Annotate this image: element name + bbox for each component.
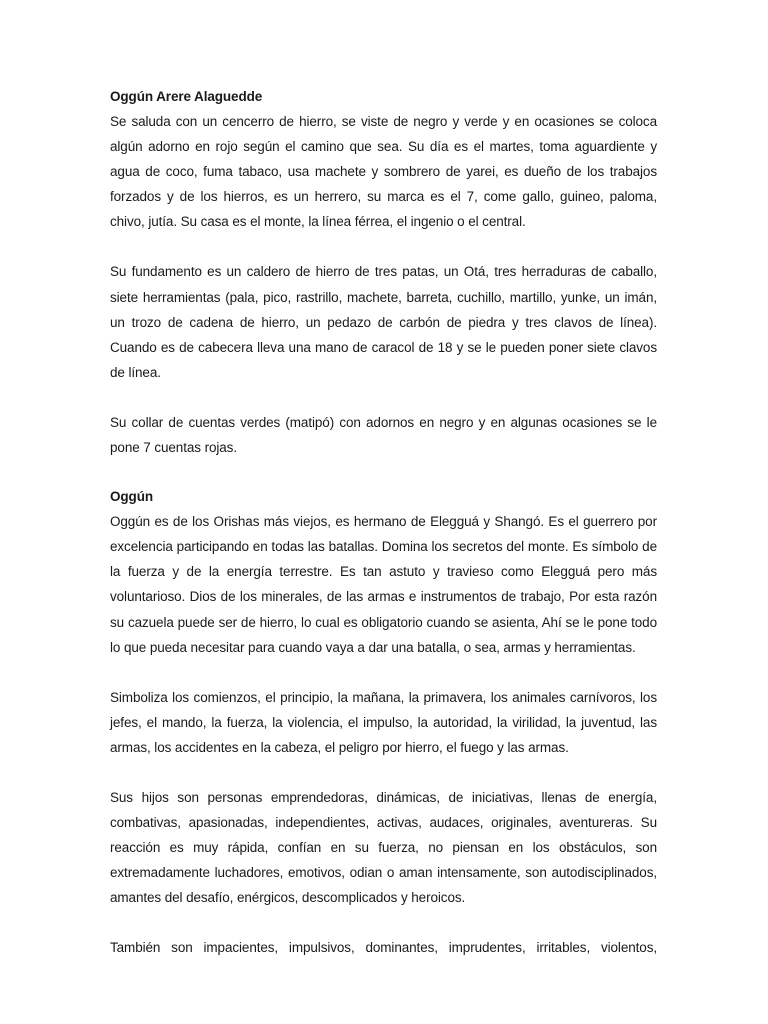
paragraph: Oggún es de los Orishas más viejos, es hermano de Elegguá y Shangó. Es el guerrero por excelencia participando en todas las batallas. Domina los secretos del monte. Es símbolo de la fuerza y de la energía terrestre. Es tan astuto y travieso como Elegguá pero más voluntarioso. Dios de los minerales, de las armas e instrumentos de trabajo, Por esta razón su cazuela puede ser de hierro, lo cual es obligatorio cuando se asienta, Ahí se le pone todo lo que pueda necesitar para cuando vaya a dar una batalla, o sea, armas y herramientas. [110,514,657,655]
document-page [110,84,657,961]
paragraph-spacer [110,910,657,935]
paragraph-spacer [110,385,657,410]
paragraph: Su collar de cuentas verdes (matipó) con adornos en negro y en algunas ocasiones se le pone 7 cuentas rojas. [110,414,657,456]
section-title-oggun: Oggún [110,489,153,505]
section-title-oggun-arere: Oggún Arere Alaguedde [110,89,263,104]
paragraph-spacer [110,234,657,259]
paragraph-last-line: También son impacientes, impulsivos, dominantes, imprudentes, irritables, violentos, [110,940,657,956]
paragraph: Simboliza los comienzos, el principio, la mañana, la primavera, los animales carnívoros, los jefes, el mando, la fuerza, la violencia, el impulso, la autoridad, la virilidad, la juventud, las armas, los accidentes en la cabeza, el peligro por hierro, el fuego y las armas. [110,689,657,755]
paragraph: Su fundamento es un caldero de hierro de tres patas, un Otá, tres herraduras de caballo, siete herramientas (pala, pico, rastrillo, machete, barreta, cuchillo, martillo, yunke, un imán, un trozo de cadena de hierro, un pedazo de carbón de piedra y tres clavos de línea). Cuando es de cabecera lleva una mano de caracol de 18 y se le pueden poner siete clavos de línea. [110,264,657,380]
paragraph-spacer [110,660,657,685]
paragraph: Se saluda con un cencerro de hierro, se viste de negro y verde y en ocasiones se coloca algún adorno en rojo según el camino que sea. Su día es el martes, toma aguardiente y agua de coco, fuma tabaco, usa machete y sombrero de yarei, es dueño de los trabajos forzados y de los hierros, es un herrero, su marca es el 7, come gallo, guineo, paloma, chivo, jutía. Su casa es el monte, la línea férrea, el ingenio o el central. [110,114,657,230]
paragraph-spacer [110,760,657,785]
paragraph: Sus hijos son personas emprendedoras, dinámicas, de iniciativas, llenas de energía, combativas, apasionadas, independientes, activas, audaces, originales, aventureras. Su reacción es muy rápida, confían en su fuerza, no piensan en los obstáculos, son extremadamente luchadores, emotivos, odian o aman intensamente, son autodisciplinados, amantes del desafío, enérgicos, descomplicados y heroicos. [110,789,657,906]
paragraph-spacer [110,460,657,484]
